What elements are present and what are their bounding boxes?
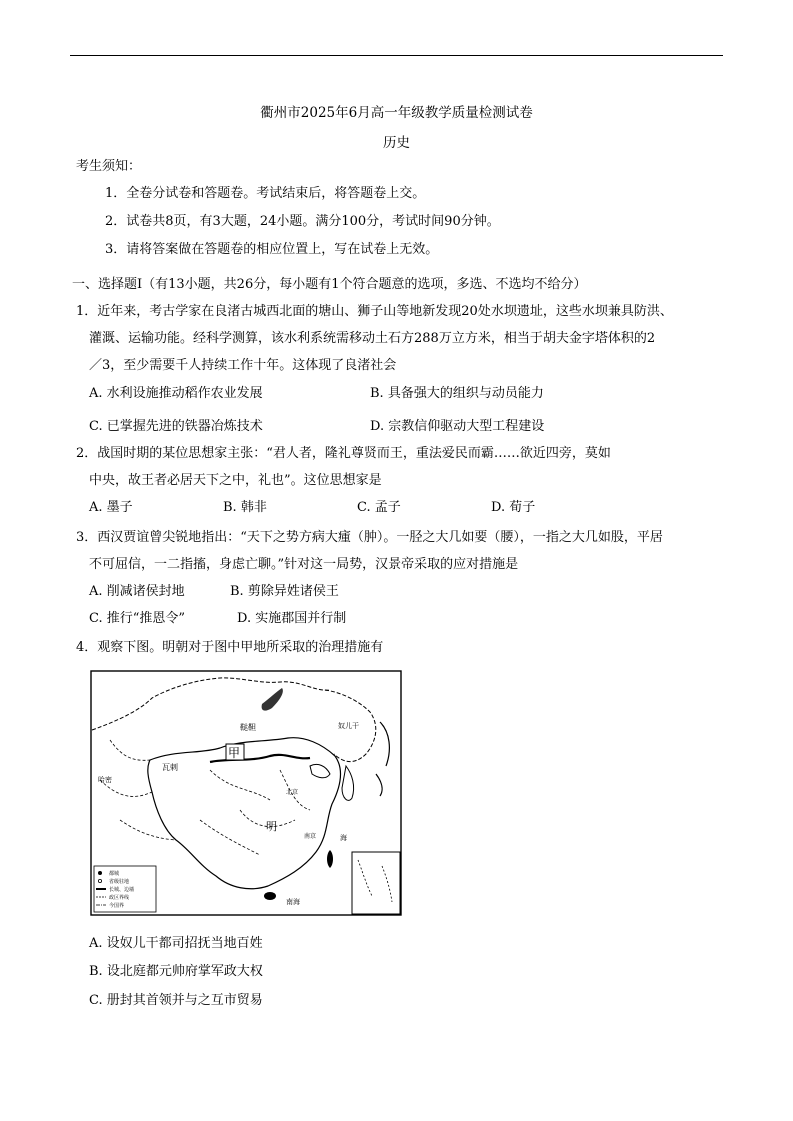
q4-option-c: C. 册封其首领并与之互市贸易 <box>89 993 263 1008</box>
legend-great-wall: 长城、边墙 <box>109 887 135 893</box>
q1-option-b: B. 具备强大的组织与动员能力 <box>370 386 544 401</box>
map-label-dada: 鞑靼 <box>240 723 256 732</box>
notice-item-3: 3．请将答案做在答题卷的相应位置上，写在试卷上无效。 <box>105 242 439 257</box>
q1-line-2: 灌溉、运输功能。经科学测算，该水利系统需移动土石方288万立方米，相当于胡夫金字塔体积的2 <box>89 331 656 346</box>
q2-line-2: 中央，故王者必居天下之中，礼也”。这位思想家是 <box>89 473 382 488</box>
map-label-hami: 哈密 <box>98 776 112 784</box>
q1-option-a: A. 水利设施推动稻作农业发展 <box>89 386 263 401</box>
q1-line-3: ／3，至少需要千人持续工作十年。这体现了良渚社会 <box>89 358 397 373</box>
map-label-nuergan: 奴儿干 <box>338 722 359 730</box>
section-1-heading: 一、选择题Ⅰ（有13小题，共26分，每小题有1个符合题意的选项，多选、不选均不给分） <box>72 277 587 292</box>
notice-item-1: 1．全卷分试卷和答题卷。考试结束后，将答题卷上交。 <box>105 186 426 201</box>
legend-national-border: 今国界 <box>109 903 125 909</box>
q3-line-1: 3．西汉贾谊曾尖锐地指出：“天下之势方病大瘇（肿）。一胫之大几如要（腰），一指之大几如股，平居 <box>76 530 663 545</box>
q1-option-c: C. 已掌握先进的铁器冶炼技术 <box>89 419 263 434</box>
q3-option-b: B. 剪除异姓诸侯王 <box>230 584 339 599</box>
map-label-nanjing: 南京 <box>304 833 317 840</box>
map-label-jia: 甲 <box>228 746 241 760</box>
q3-option-a: A. 削减诸侯封地 <box>89 584 185 599</box>
notice-heading: 考生须知： <box>76 159 142 174</box>
q2-line-1: 2．战国时期的某位思想家主张：“君人者，隆礼尊贤而王，重法爱民而霸……欲近四旁，莫如 <box>76 446 611 461</box>
ming-dynasty-map <box>90 670 402 916</box>
map-label-nanhai: 南海 <box>286 898 300 906</box>
notice-item-2: 2．试卷共8页，有3大题，24小题。满分100分，考试时间90分钟。 <box>105 214 500 229</box>
q4-option-b: B. 设北庭都元帅府掌军政大权 <box>89 964 263 979</box>
exam-subject: 历史 <box>383 135 410 151</box>
map-label-beijing: 北京 <box>286 789 299 796</box>
map-label-hai: 海 <box>340 834 347 842</box>
q3-option-d: D. 实施郡国并行制 <box>237 611 347 626</box>
q2-option-d: D. 荀子 <box>491 500 536 515</box>
q2-option-c: C. 孟子 <box>357 500 401 515</box>
q4-option-a: A. 设奴儿干都司招抚当地百姓 <box>89 936 263 951</box>
exam-title: 衢州市2025年6月高一年级教学质量检测试卷 <box>260 105 533 121</box>
q2-option-a: A. 墨子 <box>89 500 133 515</box>
q2-option-b: B. 韩非 <box>223 500 267 515</box>
q1-option-d: D. 宗教信仰驱动大型工程建设 <box>370 419 545 434</box>
map-label-wala: 瓦剌 <box>162 763 178 772</box>
header-rule <box>70 55 723 56</box>
q3-option-c: C. 推行“推恩令” <box>89 611 186 626</box>
map-label-ming: 明 <box>266 820 277 833</box>
legend-capital: 都城 <box>109 871 120 877</box>
q1-line-1: 1．近年来，考古学家在良渚古城西北面的塘山、狮子山等地新发现20处水坝遗址，这些水坝兼具防洪、 <box>76 304 673 319</box>
legend-provincial-seat: 省级驻地 <box>109 879 130 885</box>
legend-admin-boundary: 政区界线 <box>109 895 130 901</box>
q4-stem: 4．观察下图。明朝对于图中甲地所采取的治理措施有 <box>76 640 384 655</box>
q3-line-2: 不可屈信，一二指搐，身虑亡聊。”针对这一局势，汉景帝采取的应对措施是 <box>89 557 519 572</box>
